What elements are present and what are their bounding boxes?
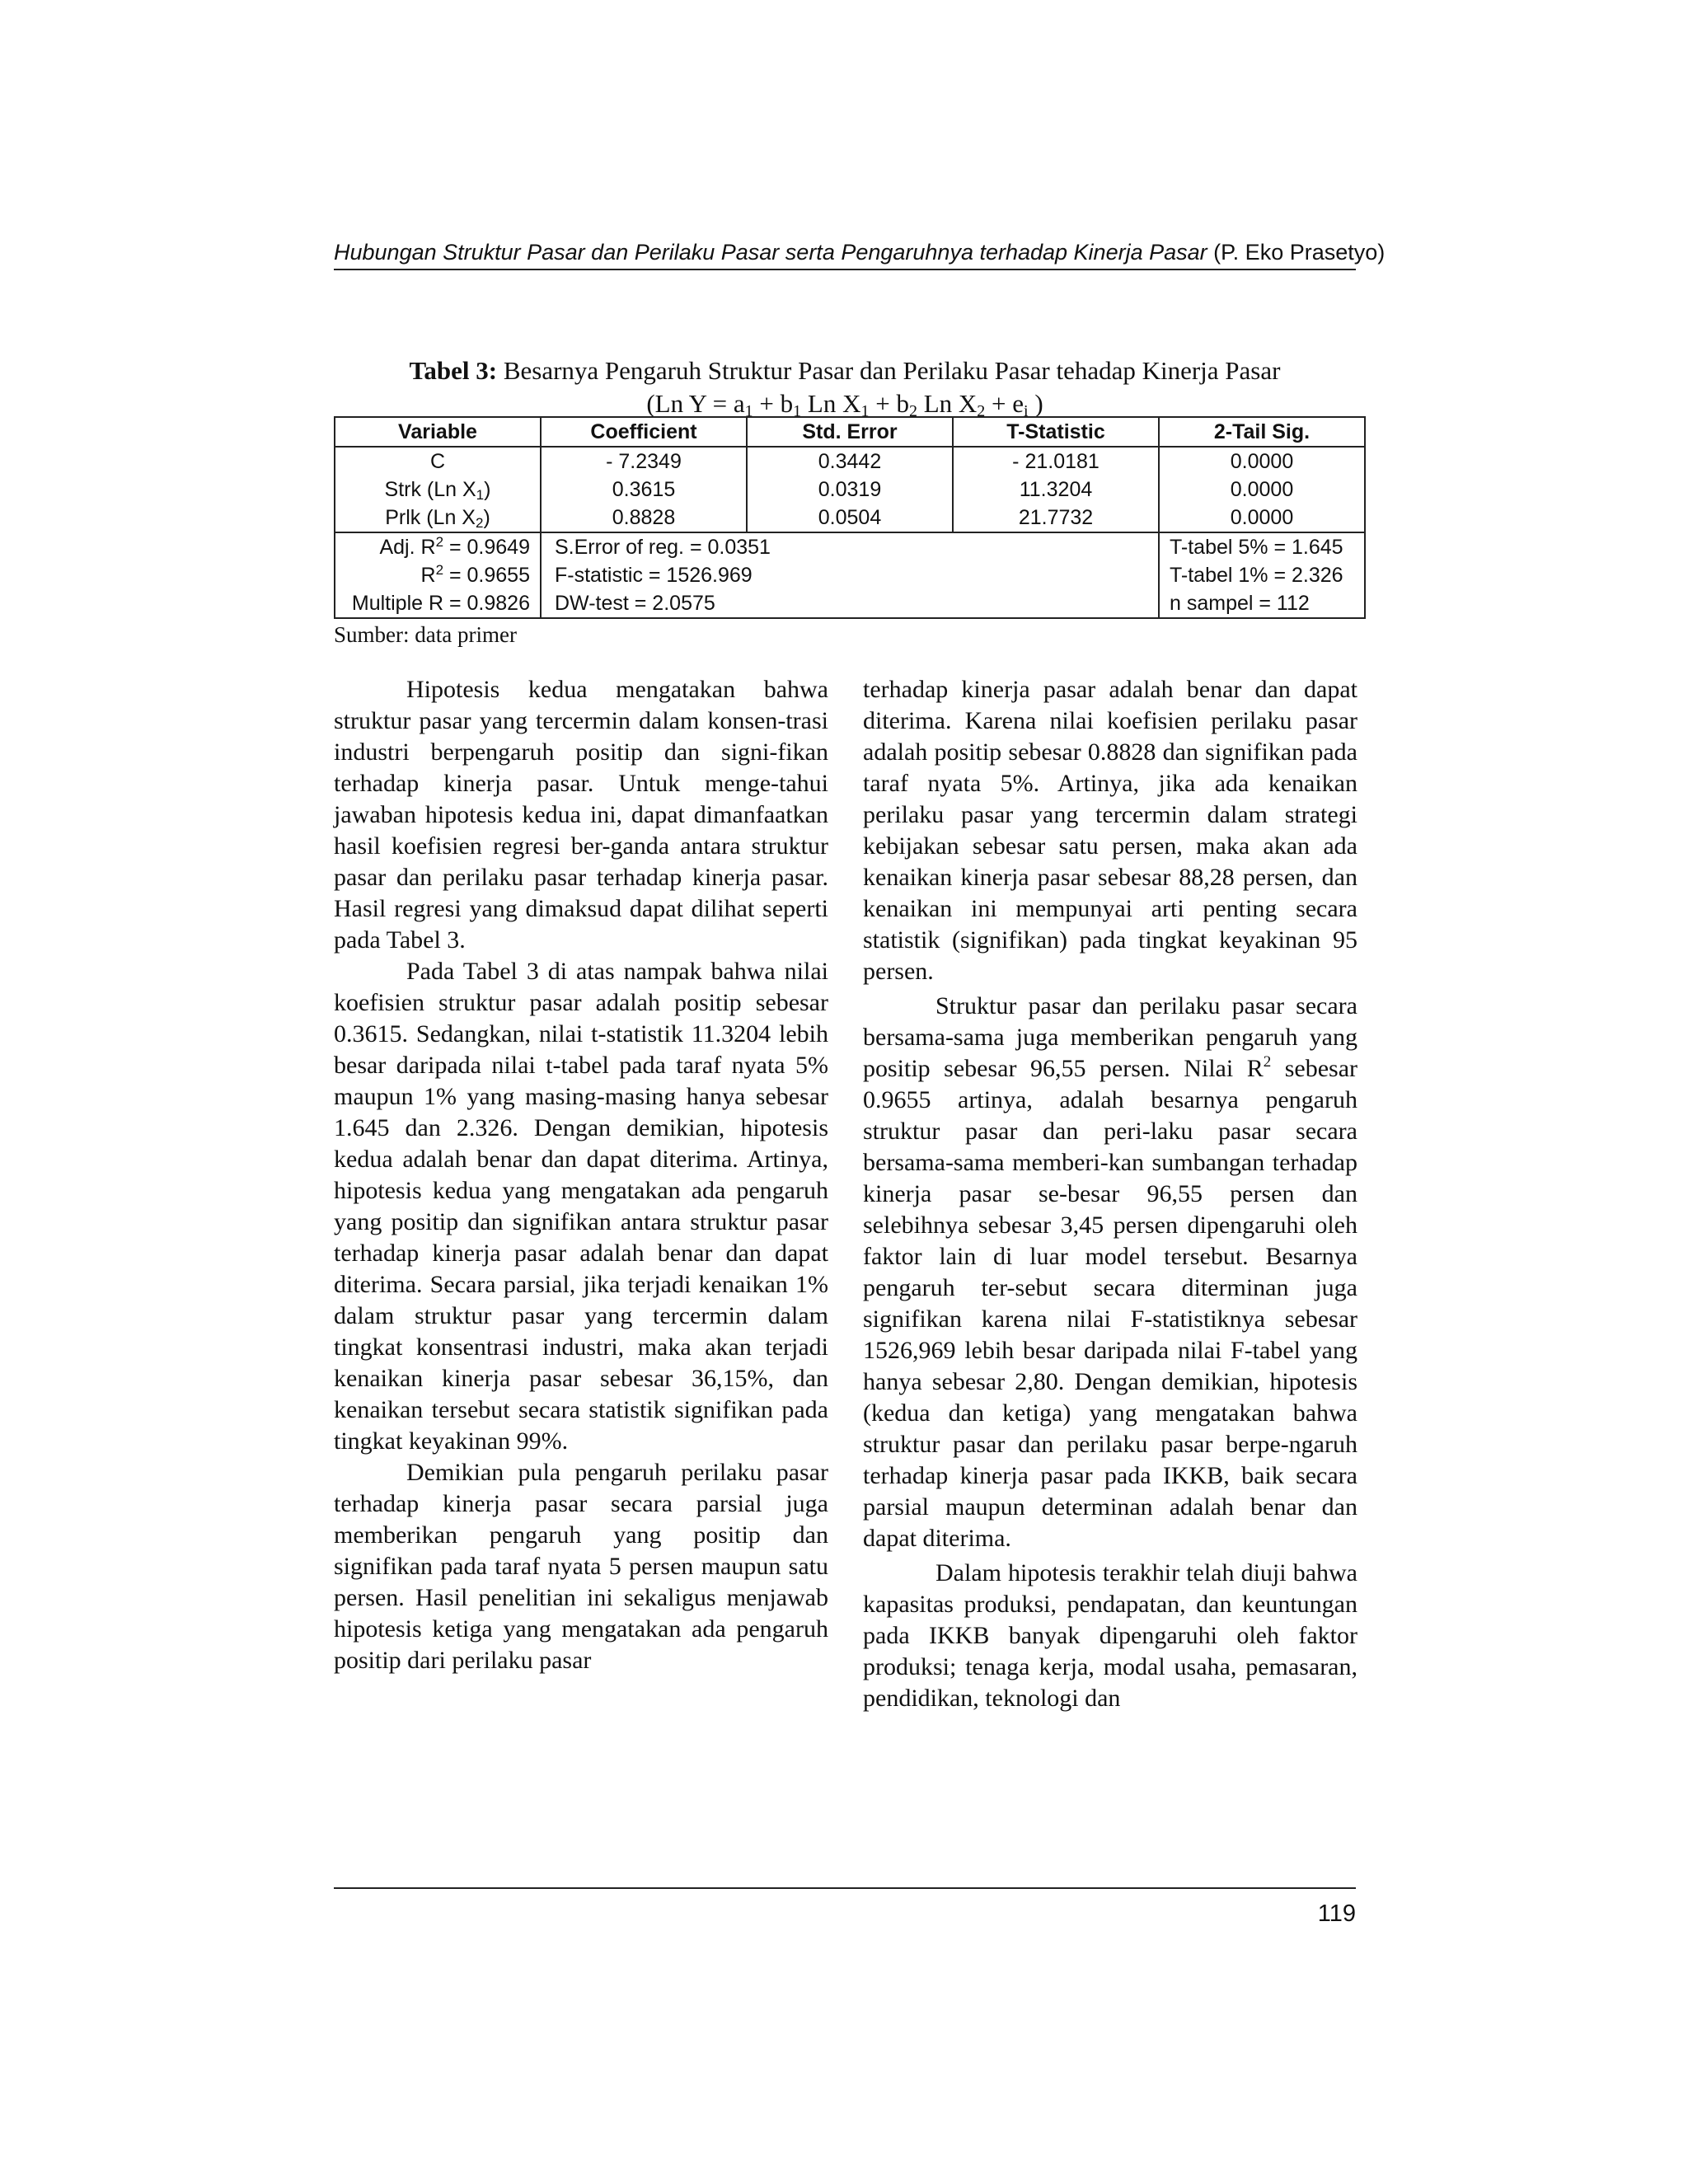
running-header-author: (P. Eko Prasetyo) — [1213, 240, 1386, 265]
paragraph: terhadap kinerja pasar adalah benar dan dapat diterima. Karena nilai koefisien perilaku pasar adalah positip sebesar 0.8828 dan signifikan pada taraf nyata 5%. Artinya, jika ada kenaikan perilaku pasar yang tercermin dalam strategi kebijakan sebesar satu persen, maka akan ada kenaikan kinerja pasar sebesar 88,28 persen, dan kenaikan ini mempunyai arti penting secara statistik (signifikan) pada tingkat keyakinan 95 persen. — [863, 676, 1357, 985]
cell-coefficient: - 7.2349 — [541, 447, 747, 476]
se-of-regression: S.Error of reg. = 0.0351 — [541, 532, 953, 561]
cell-std-error: 0.0504 — [747, 504, 953, 532]
table-title — [334, 354, 1356, 387]
paragraph: Demikian pula pengaruh perilaku pasar terhadap kinerja pasar secara parsial juga memberikan pengaruh yang positip dan signifikan pada taraf nyata 5 persen maupun satu persen. Hasil penelitian ini sekaligus menjawab hipotesis ketiga yang mengatakan ada pengaruh positip dari perilaku pasar — [334, 1459, 828, 1674]
col-header-variable: Variable — [335, 417, 541, 447]
stats-row — [335, 589, 1365, 618]
col-header-t-statistic: T-Statistic — [953, 417, 1159, 447]
table-row — [335, 476, 1365, 504]
dw-test: DW-test = 2.0575 — [541, 589, 953, 618]
cell-std-error: 0.0319 — [747, 476, 953, 504]
t-tabel-5: T-tabel 5% = 1.645 — [1159, 532, 1365, 561]
cell-std-error: 0.3442 — [747, 447, 953, 476]
col-header-std-error: Std. Error — [747, 417, 953, 447]
cell-sig: 0.0000 — [1159, 476, 1365, 504]
n-sampel: n sampel = 112 — [1159, 589, 1365, 618]
cell-t-statistic: 11.3204 — [953, 476, 1159, 504]
col-header-sig: 2-Tail Sig. — [1159, 417, 1365, 447]
table-row — [335, 504, 1365, 532]
r-squared: $R^2 = 0.9655$ — [335, 561, 541, 589]
table-caption — [334, 354, 1356, 420]
table-label: Tabel 3: — [409, 356, 498, 385]
adj-r-squared: Adj. $R^2 = 0.9649$ — [335, 532, 541, 561]
cell-variable: Strk (Ln $X_1$) — [335, 476, 541, 504]
cell-sig: 0.0000 — [1159, 447, 1365, 476]
table-row — [335, 447, 1365, 476]
table-source: Sumber: data primer — [334, 622, 517, 647]
regression-table — [334, 416, 1366, 619]
stats-row — [335, 532, 1365, 561]
cell-t-statistic: - 21.0181 — [953, 447, 1159, 476]
table-header-row — [335, 417, 1365, 447]
cell-sig: 0.0000 — [1159, 504, 1365, 532]
running-header-title: Hubungan Struktur Pasar dan Perilaku Pasar serta Pengaruhnya terhadap Kinerja Pasar — [334, 240, 1207, 265]
f-statistic: F-statistic = 1526.969 — [555, 564, 753, 587]
table-title-text: Besarnya Pengaruh Struktur Pasar dan Perilaku Pasar tehadap Kinerja Pasar — [503, 356, 1281, 385]
t-tabel-1: T-tabel 1% = 2.326 — [1159, 561, 1365, 589]
stats-row — [335, 561, 1365, 589]
paragraph: Hipotesis kedua mengatakan bahwa struktur pasar yang tercermin dalam konsen-trasi industri berpengaruh positip dan signi-fikan terhadap kinerja pasar. Untuk menge-tahui jawaban hipotesis kedua ini, dapat dimanfaatkan hasil koefisien regresi ber-ganda antara struktur pasar dan perilaku pasar terhadap kinerja pasar. Hasil regresi yang dimaksud dapat dilihat seperti pada Tabel 3. — [334, 676, 828, 954]
regression-equation: (Ln $Y = a_1 + b_1$ Ln $X_1 + b_2$ Ln $X_2 + e_i$ ) — [646, 389, 1043, 420]
footer-rule — [334, 1887, 1356, 1889]
paragraph: Struktur pasar dan perilaku pasar secara bersama-sama juga memberikan pengaruh yang positip sebesar 96,55 persen. Nilai $R^2$ sebesar 0.9655 artinya, adalah besarnya pengaruh struktur pasar dan peri-laku pasar secara bersama-sama memberi-kan sumbangan terhadap kinerja pasar se-besar 96,55 persen dan selebihnya sebesar 3,45 persen dipengaruhi oleh faktor lain di luar model tersebut. Besarnya pengaruh ter-sebut secara diterminan juga signifikan karena nilai F-statistiknya sebesar 1526,969 lebih besar daripada nilai F-tabel yang hanya sebesar 2,80. Dengan demikian, hipotesis (kedua dan ketiga) yang mengatakan bahwa struktur pasar dan perilaku pasar berpe-ngaruh terhadap kinerja pasar pada IKKB, baik secara parsial maupun determinan adalah benar dan dapat diterima. — [863, 992, 1357, 1552]
cell-variable: C — [335, 447, 541, 476]
col-header-coefficient: Coefficient — [541, 417, 747, 447]
page-number: 119 — [1317, 1900, 1356, 1927]
cell-coefficient: 0.8828 — [541, 504, 747, 532]
cell-t-statistic: 21.7732 — [953, 504, 1159, 532]
running-header — [334, 237, 1386, 267]
paragraph: Dalam hipotesis terakhir telah diuji bahwa kapasitas produksi, pendapatan, dan keuntungan pada IKKB banyak dipengaruhi oleh faktor produksi; tenaga kerja, modal usaha, pemasaran, pendidikan, teknologi dan — [863, 1559, 1357, 1712]
header-rule — [334, 269, 1356, 270]
cell-coefficient: 0.3615 — [541, 476, 747, 504]
left-column — [334, 674, 828, 1676]
right-column — [863, 674, 1357, 1714]
multiple-r: Multiple R = 0.9826 — [335, 589, 541, 618]
paragraph: Pada Tabel 3 di atas nampak bahwa nilai koefisien struktur pasar adalah positip sebesar 0.3615. Sedangkan, nilai t-statistik 11.3204 lebih besar daripada nilai t-tabel pada taraf nyata 5% maupun 1% yang masing-masing hanya sebesar 1.645 dan 2.326. Dengan demikian, hipotesis kedua adalah benar dan dapat diterima. Artinya, hipotesis kedua yang mengatakan ada pengaruh yang positip dan signifikan antara struktur pasar terhadap kinerja pasar adalah benar dan dapat diterima. Secara parsial, jika terjadi kenaikan 1% dalam struktur pasar yang tercermin dalam tingkat konsentrasi industri, maka akan terjadi kenaikan kinerja pasar sebesar 36,15%, dan kenaikan tersebut secara statistik signifikan pada tingkat keyakinan 99%. — [334, 958, 828, 1455]
cell-variable: Prlk (Ln $X_2$) — [335, 504, 541, 532]
